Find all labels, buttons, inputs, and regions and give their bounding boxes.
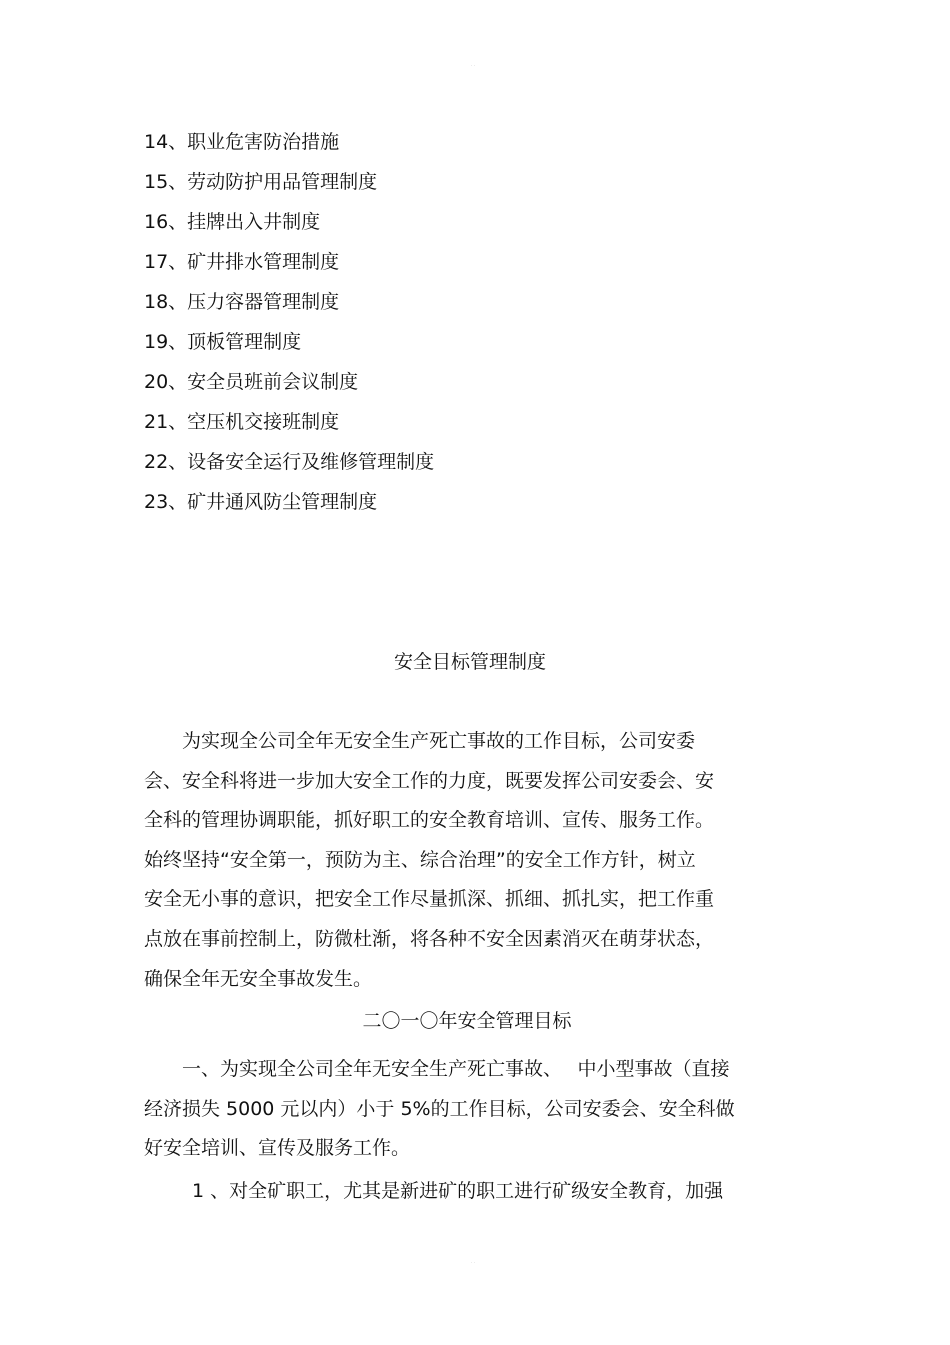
list-item: 22、设备安全运行及维修管理制度 (144, 451, 435, 473)
paragraph-line: 安全无小事的意识，把安全工作尽量抓深、抓细、抓扎实，把工作重 (144, 888, 715, 911)
subsection-title: 二〇一〇年安全管理目标 (362, 1010, 572, 1032)
list-item: 20、安全员班前会议制度 (144, 371, 359, 393)
list-item: 17、矿井排水管理制度 (144, 251, 340, 273)
item-1-text: 1 、对全矿职工，尤其是新进矿的职工进行矿级安全教育，加强 (192, 1180, 724, 1202)
paragraph-line: 确保全年无安全事故发生。 (144, 967, 373, 990)
section-title: 安全目标管理制度 (393, 651, 546, 673)
list-item: 15、劳动防护用品管理制度 (144, 171, 378, 193)
list-item: 16、挂牌出入井制度 (144, 211, 321, 233)
paragraph-line: 为实现全公司全年无安全生产死亡事故的工作目标，公司安委 (144, 730, 696, 752)
list-item: 19、顶板管理制度 (144, 331, 302, 353)
page-header-mark: · · (471, 63, 475, 68)
paragraph-line: 始终坚持“安全第一，预防为主、综合治理”的安全工作方针，树立 (144, 848, 696, 871)
paragraph-line: 全科的管理协调职能，抓好职工的安全教育培训、宣传、服务工作。 (144, 809, 715, 832)
paragraph-line: 好安全培训、宣传及服务工作。 (144, 1137, 411, 1160)
paragraph-line: 经济损失 5000 元以内）小于 5%的工作目标，公司安委会、安全科做 (144, 1097, 735, 1120)
paragraph-line: 会、安全科将进一步加大安全工作的力度，既要发挥公司安委会、安 (144, 769, 715, 792)
paragraph-line: 一、为实现全公司全年无安全生产死亡事故、 中小型事故（直接 (144, 1058, 730, 1080)
goal-paragraph (144, 1050, 824, 1169)
list-item: 18、压力容器管理制度 (144, 291, 340, 313)
list-item: 14、职业危害防治措施 (144, 131, 340, 153)
paragraph-line: 点放在事前控制上，防微杜渐，将各种不安全因素消灭在萌芽状态， (144, 927, 715, 950)
list-item: 23、矿井通风防尘管理制度 (144, 491, 378, 513)
intro-paragraph (144, 722, 784, 999)
list-item: 21、空压机交接班制度 (144, 411, 340, 433)
page-footer-mark: · · (471, 1260, 475, 1265)
regulation-list (144, 128, 434, 528)
